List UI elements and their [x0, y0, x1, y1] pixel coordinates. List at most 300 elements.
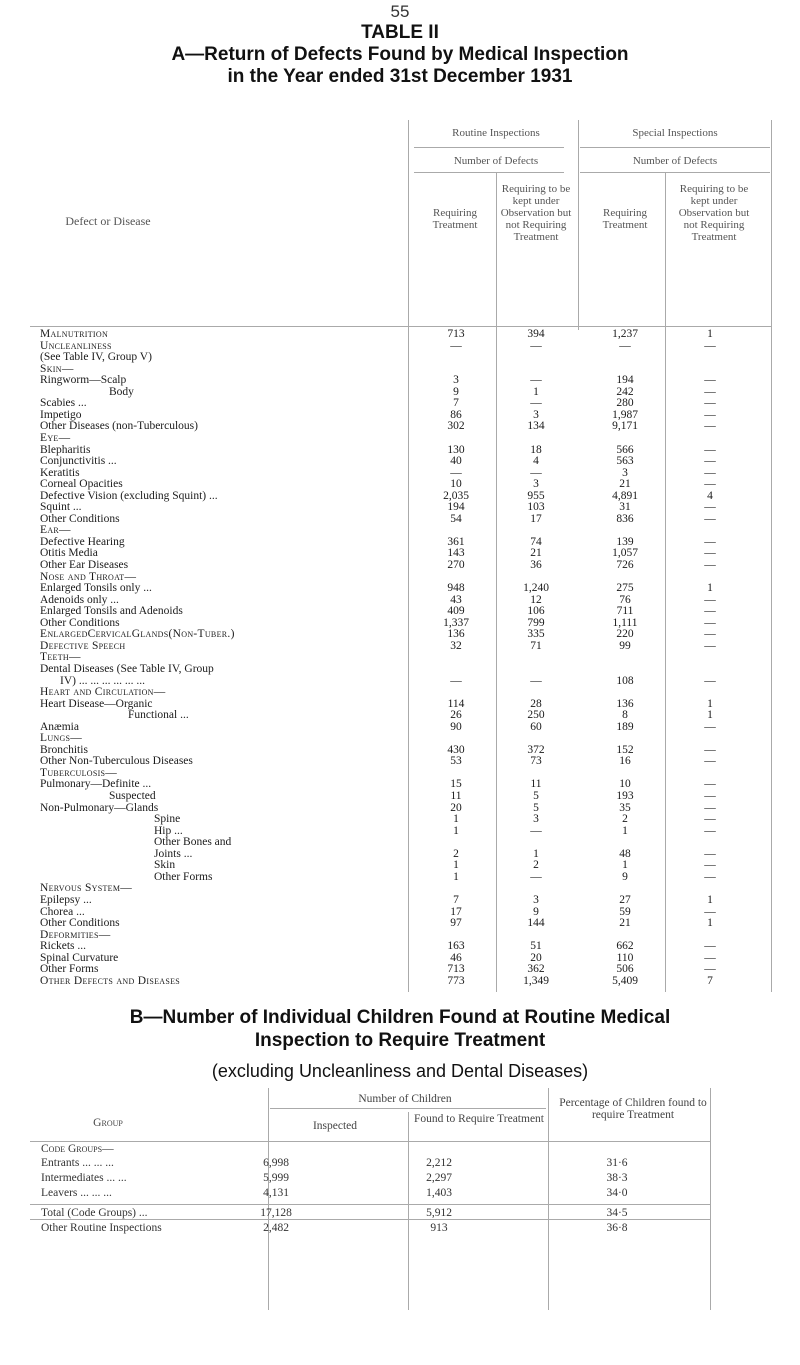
cell-special-treatment: 275 — [616, 582, 634, 595]
row-label: Functional ... — [128, 709, 189, 722]
cell-special-observation: — — [704, 547, 716, 560]
row-label: Keratitis — [40, 466, 80, 479]
table-a-row — [0, 374, 800, 386]
row-label: Other Forms — [40, 963, 99, 976]
cell-special-observation: — — [704, 397, 716, 410]
cell-special-observation: 1 — [707, 917, 713, 930]
row-label: Tuberculosis— — [40, 766, 118, 779]
cell-percentage: 34·0 — [606, 1187, 628, 1199]
cell-special-treatment: 1 — [622, 859, 628, 872]
row-label: Blepharitis — [40, 443, 91, 456]
row-label: Dental Diseases (See Table IV, Group — [40, 662, 214, 675]
header-routine-requiring-treatment: Requiring Treatment — [432, 207, 478, 231]
cell-special-observation: — — [704, 847, 716, 860]
table-b-row — [0, 1172, 800, 1185]
table-b-row — [0, 1143, 800, 1156]
row-label: Code Groups— — [41, 1143, 114, 1155]
section-b-title-line1: B—Number of Individual Children Found at Routine Medical — [129, 1007, 671, 1028]
cell-routine-treatment: 86 — [450, 408, 462, 421]
cell-special-treatment: 136 — [616, 697, 634, 710]
cell-routine-treatment: 361 — [447, 535, 465, 548]
table-a-row — [0, 501, 800, 513]
table-a-row — [0, 628, 800, 640]
cell-inspected: 2,482 — [263, 1222, 289, 1234]
table-a-row — [0, 524, 800, 536]
cell-special-treatment: 21 — [619, 917, 631, 930]
row-label: Other Forms — [154, 870, 213, 883]
cell-routine-observation: 250 — [527, 709, 545, 722]
cell-routine-treatment: 9 — [453, 385, 459, 398]
cell-found-to-require-treatment: 2,297 — [426, 1172, 452, 1184]
cell-special-observation: — — [704, 905, 716, 918]
row-label: Uncleanliness — [40, 339, 112, 352]
cell-special-treatment: 280 — [616, 397, 634, 410]
cell-special-observation: — — [704, 593, 716, 606]
row-label: Other Conditions — [40, 616, 120, 629]
row-label: Joints ... — [154, 847, 193, 860]
header-percentage: Percentage of Children found to require Treatment — [559, 1097, 707, 1121]
cell-routine-observation: 1 — [533, 385, 539, 398]
cell-special-observation: — — [704, 605, 716, 618]
cell-special-treatment: 5,409 — [612, 974, 638, 987]
cell-special-observation: — — [704, 755, 716, 768]
table-a-row — [0, 975, 800, 987]
cell-routine-treatment: 430 — [447, 743, 465, 756]
cell-special-treatment: 59 — [619, 905, 631, 918]
cell-routine-observation: 36 — [530, 559, 542, 571]
cell-special-treatment: 3 — [622, 466, 628, 479]
cell-found-to-require-treatment: 5,912 — [426, 1207, 452, 1219]
cell-special-treatment: 836 — [616, 512, 634, 525]
table-a-row — [0, 686, 800, 698]
cell-special-observation: — — [704, 420, 716, 433]
row-label: Intermediates ... ... — [41, 1172, 127, 1184]
cell-special-observation: 1 — [707, 582, 713, 595]
cell-routine-observation: 51 — [530, 940, 542, 953]
cell-routine-observation: — — [530, 339, 542, 352]
cell-special-observation: — — [704, 466, 716, 479]
cell-special-treatment: 1,057 — [612, 547, 638, 560]
table-a-row — [0, 605, 800, 617]
cell-special-observation: 1 — [707, 893, 713, 906]
header-defect-or-disease: Defect or Disease — [65, 214, 151, 228]
row-label: Other Conditions — [40, 512, 120, 525]
cell-special-treatment: 110 — [616, 951, 634, 964]
row-label: Leavers ... ... ... — [41, 1187, 112, 1199]
table-a-row — [0, 663, 800, 675]
table-a-row — [0, 721, 800, 733]
table-a-row — [0, 397, 800, 409]
cell-routine-treatment: 17 — [450, 905, 462, 918]
cell-found-to-require-treatment: 913 — [430, 1222, 448, 1234]
cell-found-to-require-treatment: 1,403 — [426, 1187, 452, 1199]
section-b-subtitle: (excluding Uncleanliness and Dental Diseases) — [211, 1061, 589, 1081]
cell-special-treatment: 662 — [616, 940, 634, 953]
cell-special-observation: — — [704, 778, 716, 791]
cell-routine-observation: 3 — [533, 893, 539, 906]
cell-special-treatment: 726 — [616, 559, 634, 571]
cell-special-treatment: 99 — [619, 639, 631, 652]
cell-routine-treatment: 130 — [447, 443, 465, 456]
table-a-row — [0, 363, 800, 375]
cell-routine-treatment: 1 — [453, 870, 459, 883]
table-a-row — [0, 859, 800, 871]
cell-routine-observation: 1 — [533, 847, 539, 860]
cell-routine-treatment: 1 — [453, 813, 459, 826]
header-group: Group — [93, 1117, 123, 1129]
table-a-row — [0, 559, 800, 571]
table-a-row — [0, 906, 800, 918]
table-b-rule — [30, 1204, 710, 1205]
cell-routine-treatment: 1 — [453, 824, 459, 837]
table-b-row — [0, 1222, 800, 1235]
cell-routine-treatment: 713 — [447, 328, 465, 340]
row-label: Defective Hearing — [40, 535, 125, 548]
cell-special-observation: — — [704, 478, 716, 491]
cell-routine-observation: 1,240 — [523, 582, 549, 595]
cell-routine-treatment: 7 — [453, 893, 459, 906]
cell-special-treatment: 566 — [616, 443, 634, 456]
row-label: Spine — [154, 813, 181, 826]
cell-routine-observation: 71 — [530, 639, 542, 652]
cell-routine-observation: 3 — [533, 478, 539, 491]
cell-special-observation: — — [704, 743, 716, 756]
cell-routine-treatment: 114 — [447, 697, 465, 710]
cell-percentage: 34·5 — [606, 1207, 628, 1219]
cell-special-treatment: 1,111 — [612, 616, 638, 629]
cell-special-observation: — — [704, 628, 716, 641]
row-label: Impetigo — [40, 408, 82, 421]
table-a-row — [0, 478, 800, 490]
cell-routine-treatment: 2 — [453, 847, 459, 860]
cell-routine-observation: 12 — [530, 593, 542, 606]
cell-routine-treatment: 194 — [447, 501, 465, 514]
row-label: Body — [109, 385, 134, 398]
cell-routine-treatment: 54 — [450, 512, 462, 525]
row-label: Deformities— — [40, 928, 111, 941]
cell-routine-treatment: 773 — [447, 974, 465, 987]
cell-routine-treatment: 143 — [447, 547, 465, 560]
table-a-row — [0, 929, 800, 941]
row-label: Bronchitis — [40, 743, 88, 756]
cell-special-observation: — — [704, 940, 716, 953]
table-b-row — [0, 1207, 800, 1220]
cell-routine-treatment: 2,035 — [443, 489, 469, 502]
cell-special-observation: — — [704, 408, 716, 421]
cell-routine-observation: 5 — [533, 790, 539, 802]
row-label: Squint ... — [40, 501, 82, 514]
cell-routine-observation: 3 — [533, 813, 539, 826]
cell-routine-observation: 4 — [533, 455, 539, 468]
cell-routine-observation: 28 — [530, 697, 542, 710]
cell-special-treatment: 242 — [616, 385, 634, 398]
row-label: IV) ... ... ... ... ... ... — [60, 674, 145, 687]
cell-inspected: 17,128 — [260, 1207, 292, 1219]
row-label: Adenoids only ... — [40, 593, 119, 606]
cell-routine-observation: 9 — [533, 905, 539, 918]
row-label: Malnutrition — [40, 328, 109, 340]
cell-special-treatment: 711 — [616, 605, 634, 618]
row-label: Epilepsy ... — [40, 893, 92, 906]
cell-special-treatment: 194 — [616, 374, 634, 387]
row-label: Other Defects and Diseases — [40, 974, 181, 987]
row-label: Chorea ... — [40, 905, 85, 918]
header-routine-number-of-defects: Number of Defects — [453, 155, 539, 167]
header-special-inspections: Special Inspections — [632, 127, 718, 139]
cell-special-treatment: 189 — [616, 720, 634, 733]
cell-routine-treatment: 302 — [447, 420, 465, 433]
table-a-row — [0, 513, 800, 525]
cell-special-observation: — — [704, 859, 716, 872]
row-label: Hip ... — [154, 824, 183, 837]
table-b-row — [0, 1157, 800, 1170]
cell-routine-observation: 106 — [527, 605, 545, 618]
page-number: 55 — [390, 2, 410, 21]
cell-routine-treatment: 11 — [450, 790, 462, 802]
header-special-number-of-defects: Number of Defects — [632, 155, 718, 167]
cell-routine-treatment: 270 — [447, 559, 465, 571]
header-special-requiring-observation: Requiring to be kept under Observation but not Requiring Treatment — [678, 183, 750, 243]
row-label: Eye— — [40, 431, 71, 444]
cell-special-observation: — — [704, 951, 716, 964]
table-a-row — [0, 582, 800, 594]
table-a-row — [0, 547, 800, 559]
row-label: Other Routine Inspections — [41, 1222, 162, 1234]
row-label: Defective Speech — [40, 639, 126, 652]
header-inspected: Inspected — [312, 1120, 358, 1132]
cell-found-to-require-treatment: 2,212 — [426, 1157, 452, 1169]
cell-special-observation: — — [704, 813, 716, 826]
table-a-row — [0, 467, 800, 479]
cell-routine-observation: 20 — [530, 951, 542, 964]
row-label: Skin — [154, 859, 176, 872]
table-a-row — [0, 882, 800, 894]
cell-special-observation: 4 — [707, 489, 713, 502]
section-a-title-line2: in the Year ended 31st December 1931 — [227, 66, 573, 87]
table-a-row — [0, 744, 800, 756]
row-label: Otitis Media — [40, 547, 98, 560]
cell-routine-treatment: 43 — [450, 593, 462, 606]
table-a-row — [0, 848, 800, 860]
table-a-rule — [580, 172, 770, 173]
cell-routine-observation: — — [530, 870, 542, 883]
table-a-row — [0, 698, 800, 710]
cell-routine-observation: — — [530, 674, 542, 687]
row-label: Conjunctivitis ... — [40, 455, 117, 468]
cell-special-treatment: 506 — [616, 963, 634, 976]
cell-routine-treatment: 90 — [450, 720, 462, 733]
cell-special-treatment: 10 — [619, 778, 631, 791]
cell-routine-treatment: 97 — [450, 917, 462, 930]
row-label: Heart and Circulation— — [40, 686, 166, 699]
section-a-title — [0, 44, 800, 88]
table-a-row — [0, 917, 800, 929]
table-a-row — [0, 409, 800, 421]
row-label: Teeth— — [40, 651, 81, 664]
cell-routine-treatment: — — [450, 339, 462, 352]
row-label: Ringworm—Scalp — [40, 374, 127, 387]
row-label: Spinal Curvature — [40, 951, 119, 964]
cell-special-treatment: 1 — [622, 824, 628, 837]
cell-routine-observation: 17 — [530, 512, 542, 525]
row-label: Enlarged Tonsils only ... — [40, 582, 152, 595]
cell-routine-treatment: 713 — [447, 963, 465, 976]
row-label: Other Non-Tuberculous Diseases — [40, 755, 193, 768]
cell-special-observation: — — [704, 824, 716, 837]
cell-special-treatment: 152 — [616, 743, 634, 756]
table-a-row — [0, 755, 800, 767]
cell-routine-treatment: 136 — [447, 628, 465, 641]
cell-special-treatment: 35 — [619, 801, 631, 814]
cell-routine-treatment: 409 — [447, 605, 465, 618]
table-a-row — [0, 813, 800, 825]
row-label: Corneal Opacities — [40, 478, 123, 491]
cell-inspected: 6,998 — [263, 1157, 289, 1169]
table-b-row — [0, 1187, 800, 1200]
cell-special-treatment: 31 — [619, 501, 631, 514]
cell-special-observation: — — [704, 639, 716, 652]
cell-routine-treatment: 948 — [447, 582, 465, 595]
cell-routine-treatment: 20 — [450, 801, 462, 814]
cell-special-treatment: 139 — [616, 535, 634, 548]
table-a-row — [0, 617, 800, 629]
table-b-rule — [30, 1141, 710, 1142]
cell-routine-observation: 21 — [530, 547, 542, 560]
table-a-row — [0, 709, 800, 721]
table-a-rule — [414, 147, 564, 148]
table-a-row — [0, 420, 800, 432]
row-label: Other Diseases (non-Tuberculous) — [40, 420, 198, 433]
cell-special-observation: 1 — [707, 697, 713, 710]
cell-special-observation: — — [704, 374, 716, 387]
cell-routine-treatment: 26 — [450, 709, 462, 722]
table-a-row — [0, 432, 800, 444]
cell-special-treatment: 1,987 — [612, 408, 638, 421]
cell-special-treatment: 8 — [622, 709, 628, 722]
table-a-row — [0, 732, 800, 744]
section-b-title-line2: Inspection to Require Treatment — [254, 1030, 546, 1051]
table-a-rule — [580, 147, 770, 148]
cell-routine-observation: 1,349 — [523, 974, 549, 987]
row-label: Lungs— — [40, 732, 83, 745]
table-a-row — [0, 328, 800, 340]
cell-special-treatment: 108 — [616, 674, 634, 687]
table-a-row — [0, 871, 800, 883]
table-a-row — [0, 640, 800, 652]
cell-routine-observation: 18 — [530, 443, 542, 456]
cell-routine-observation: — — [530, 824, 542, 837]
cell-routine-treatment: 15 — [450, 778, 462, 791]
cell-routine-observation: 955 — [527, 489, 545, 502]
header-number-of-children: Number of Children — [358, 1093, 452, 1105]
table-a-row — [0, 386, 800, 398]
cell-special-treatment: — — [619, 339, 631, 352]
cell-special-treatment: 9,171 — [612, 420, 638, 433]
table-a-row — [0, 825, 800, 837]
cell-routine-observation: 362 — [527, 963, 545, 976]
row-label: Scabies ... — [40, 397, 87, 410]
cell-routine-observation: 3 — [533, 408, 539, 421]
row-label: Other Conditions — [40, 917, 120, 930]
cell-special-treatment: 21 — [619, 478, 631, 491]
cell-special-observation: — — [704, 790, 716, 802]
cell-routine-treatment: — — [450, 466, 462, 479]
table-a-row — [0, 675, 800, 687]
row-label: Nose and Throat— — [40, 570, 137, 583]
table-a-rule — [578, 120, 579, 330]
cell-routine-treatment: 46 — [450, 951, 462, 964]
cell-percentage: 31·6 — [606, 1157, 628, 1169]
section-a-title-line1: A—Return of Defects Found by Medical Inspection — [171, 44, 629, 65]
cell-special-treatment: 27 — [619, 893, 631, 906]
cell-special-treatment: 76 — [619, 593, 631, 606]
cell-routine-observation: — — [530, 374, 542, 387]
table-a-row — [0, 571, 800, 583]
cell-routine-observation: 134 — [527, 420, 545, 433]
cell-routine-treatment: 53 — [450, 755, 462, 768]
cell-routine-treatment: — — [450, 674, 462, 687]
cell-routine-treatment: 10 — [450, 478, 462, 491]
cell-inspected: 4,131 — [263, 1187, 289, 1199]
table-a-row — [0, 940, 800, 952]
row-label: (See Table IV, Group V) — [40, 351, 152, 364]
row-label: Nervous System— — [40, 882, 133, 895]
table-a-row — [0, 952, 800, 964]
cell-special-observation: — — [704, 963, 716, 976]
table-a-row — [0, 340, 800, 352]
cell-routine-observation: — — [530, 397, 542, 410]
table-title: TABLE II — [361, 22, 439, 43]
row-label: Other Bones and — [154, 836, 232, 849]
row-label: Suspected — [109, 790, 156, 802]
header-routine-requiring-observation: Requiring to be kept under Observation but not Requiring Treatment — [500, 183, 572, 243]
table-a-row — [0, 894, 800, 906]
cell-special-treatment: 193 — [616, 790, 634, 802]
table-a-row — [0, 767, 800, 779]
cell-routine-observation: 799 — [527, 616, 545, 629]
table-a-row — [0, 651, 800, 663]
cell-routine-treatment: 1 — [453, 859, 459, 872]
row-label: EnlargedCervicalGlands(Non-Tuber.) — [40, 628, 235, 641]
cell-special-observation: — — [704, 674, 716, 687]
header-found-to-require-treatment: Found to Require Treatment — [413, 1113, 544, 1125]
row-label: Enlarged Tonsils and Adenoids — [40, 605, 183, 618]
cell-routine-observation: 394 — [527, 328, 545, 340]
cell-special-treatment: 9 — [622, 870, 628, 883]
row-label: Rickets ... — [40, 940, 86, 953]
cell-percentage: 36·8 — [606, 1222, 628, 1234]
table-a-row — [0, 778, 800, 790]
row-label: Anæmia — [40, 720, 79, 733]
cell-routine-observation: 144 — [527, 917, 545, 930]
cell-routine-observation: 335 — [527, 628, 545, 641]
row-label: Ear— — [40, 524, 71, 537]
cell-routine-observation: 11 — [530, 778, 542, 791]
row-label: Non-Pulmonary—Glands — [40, 801, 159, 814]
table-a-row — [0, 963, 800, 975]
cell-inspected: 5,999 — [263, 1172, 289, 1184]
header-routine-inspections: Routine Inspections — [452, 127, 540, 139]
cell-routine-observation: 74 — [530, 535, 542, 548]
table-a-row — [0, 594, 800, 606]
row-label: Heart Disease—Organic — [40, 697, 153, 710]
cell-special-treatment: 16 — [619, 755, 631, 768]
cell-special-observation: — — [704, 501, 716, 514]
row-label: Total (Code Groups) ... — [41, 1207, 148, 1219]
cell-special-observation: — — [704, 720, 716, 733]
cell-routine-treatment: 32 — [450, 639, 462, 652]
cell-special-observation: 1 — [707, 328, 713, 340]
